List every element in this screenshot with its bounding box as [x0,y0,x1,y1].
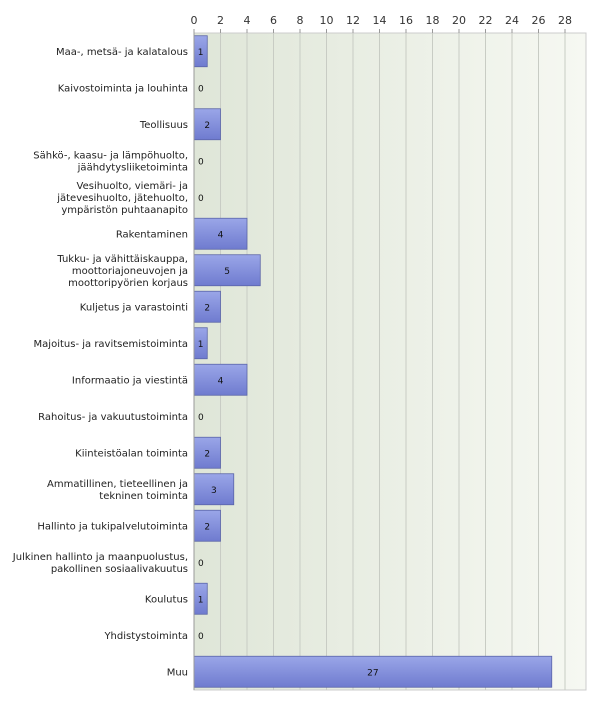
category-label: Rahoitus- ja vakuutustoiminta [38,411,188,423]
value-label: 5 [224,266,230,277]
category-label: Majoitus- ja ravitsemistoiminta [33,338,188,350]
x-tick-label: 14 [372,14,387,27]
category-label: Informaatio ja viestintä [71,375,188,387]
plot-area [194,33,586,690]
category-labels [12,47,188,679]
category-label: Kiinteistöalan toiminta [75,448,188,460]
category-label: Tukku- ja vähittäiskauppa, moottoriajoneuvojen ja moottoripyörien korjaus [57,253,188,289]
value-label: 0 [198,558,204,569]
x-tick-label: 26 [531,14,546,27]
category-label: Teollisuus [139,119,188,131]
category-label: Muu [166,667,188,679]
value-label: 2 [204,449,211,460]
x-axis-ticks [191,14,573,33]
category-label: Sähkö-, kaasu- ja lämpöhuolto, jäähdytysliiketoiminta [33,150,188,174]
x-tick-label: 10 [319,14,334,27]
x-tick-label: 18 [425,14,440,27]
x-tick-label: 20 [452,14,466,27]
value-label: 2 [204,120,211,131]
value-label: 0 [198,157,204,168]
value-label: 3 [211,485,217,496]
value-label: 2 [204,522,211,533]
category-label: Rakentaminen [115,229,188,241]
value-label: 27 [367,668,379,679]
value-label: 0 [198,84,204,95]
category-label: Ammatillinen, tieteellinen ja tekninen toiminta [47,478,188,502]
category-label: Koulutus [144,594,188,606]
category-label: Julkinen hallinto ja maanpuolustus, pakollinen sosiaalivakuutus [12,551,188,575]
value-label: 1 [197,339,204,350]
value-label: 0 [198,193,204,204]
x-tick-label: 24 [505,14,519,27]
value-label: 2 [204,303,211,314]
x-tick-label: 12 [346,14,360,27]
x-tick-label: 22 [478,14,493,27]
category-label: Maa-, metsä- ja kalatalous [55,46,188,58]
x-tick-label: 6 [270,14,277,27]
x-tick-label: 4 [243,14,251,27]
value-label: 4 [217,230,224,241]
category-label: Hallinto ja tukipalvelutoiminta [37,521,188,533]
x-tick-label: 8 [296,14,304,27]
value-label: 0 [198,412,204,423]
category-label: Vesihuolto, viemäri- ja jätevesihuolto, jätehuolto, ympäristön puhtaanapito [57,180,188,216]
x-tick-label: 0 [190,14,198,27]
x-tick-label: 2 [217,14,224,27]
value-label: 0 [198,631,204,642]
category-label: Kuljetus ja varastointi [79,302,188,314]
x-tick-label: 16 [399,14,413,27]
value-label: 1 [197,47,204,58]
x-tick-label: 28 [558,14,572,27]
category-label: Kaivostoiminta ja louhinta [57,83,188,95]
value-label: 4 [217,376,224,387]
value-label: 1 [197,595,204,606]
category-label: Yhdistystoiminta [104,630,188,642]
